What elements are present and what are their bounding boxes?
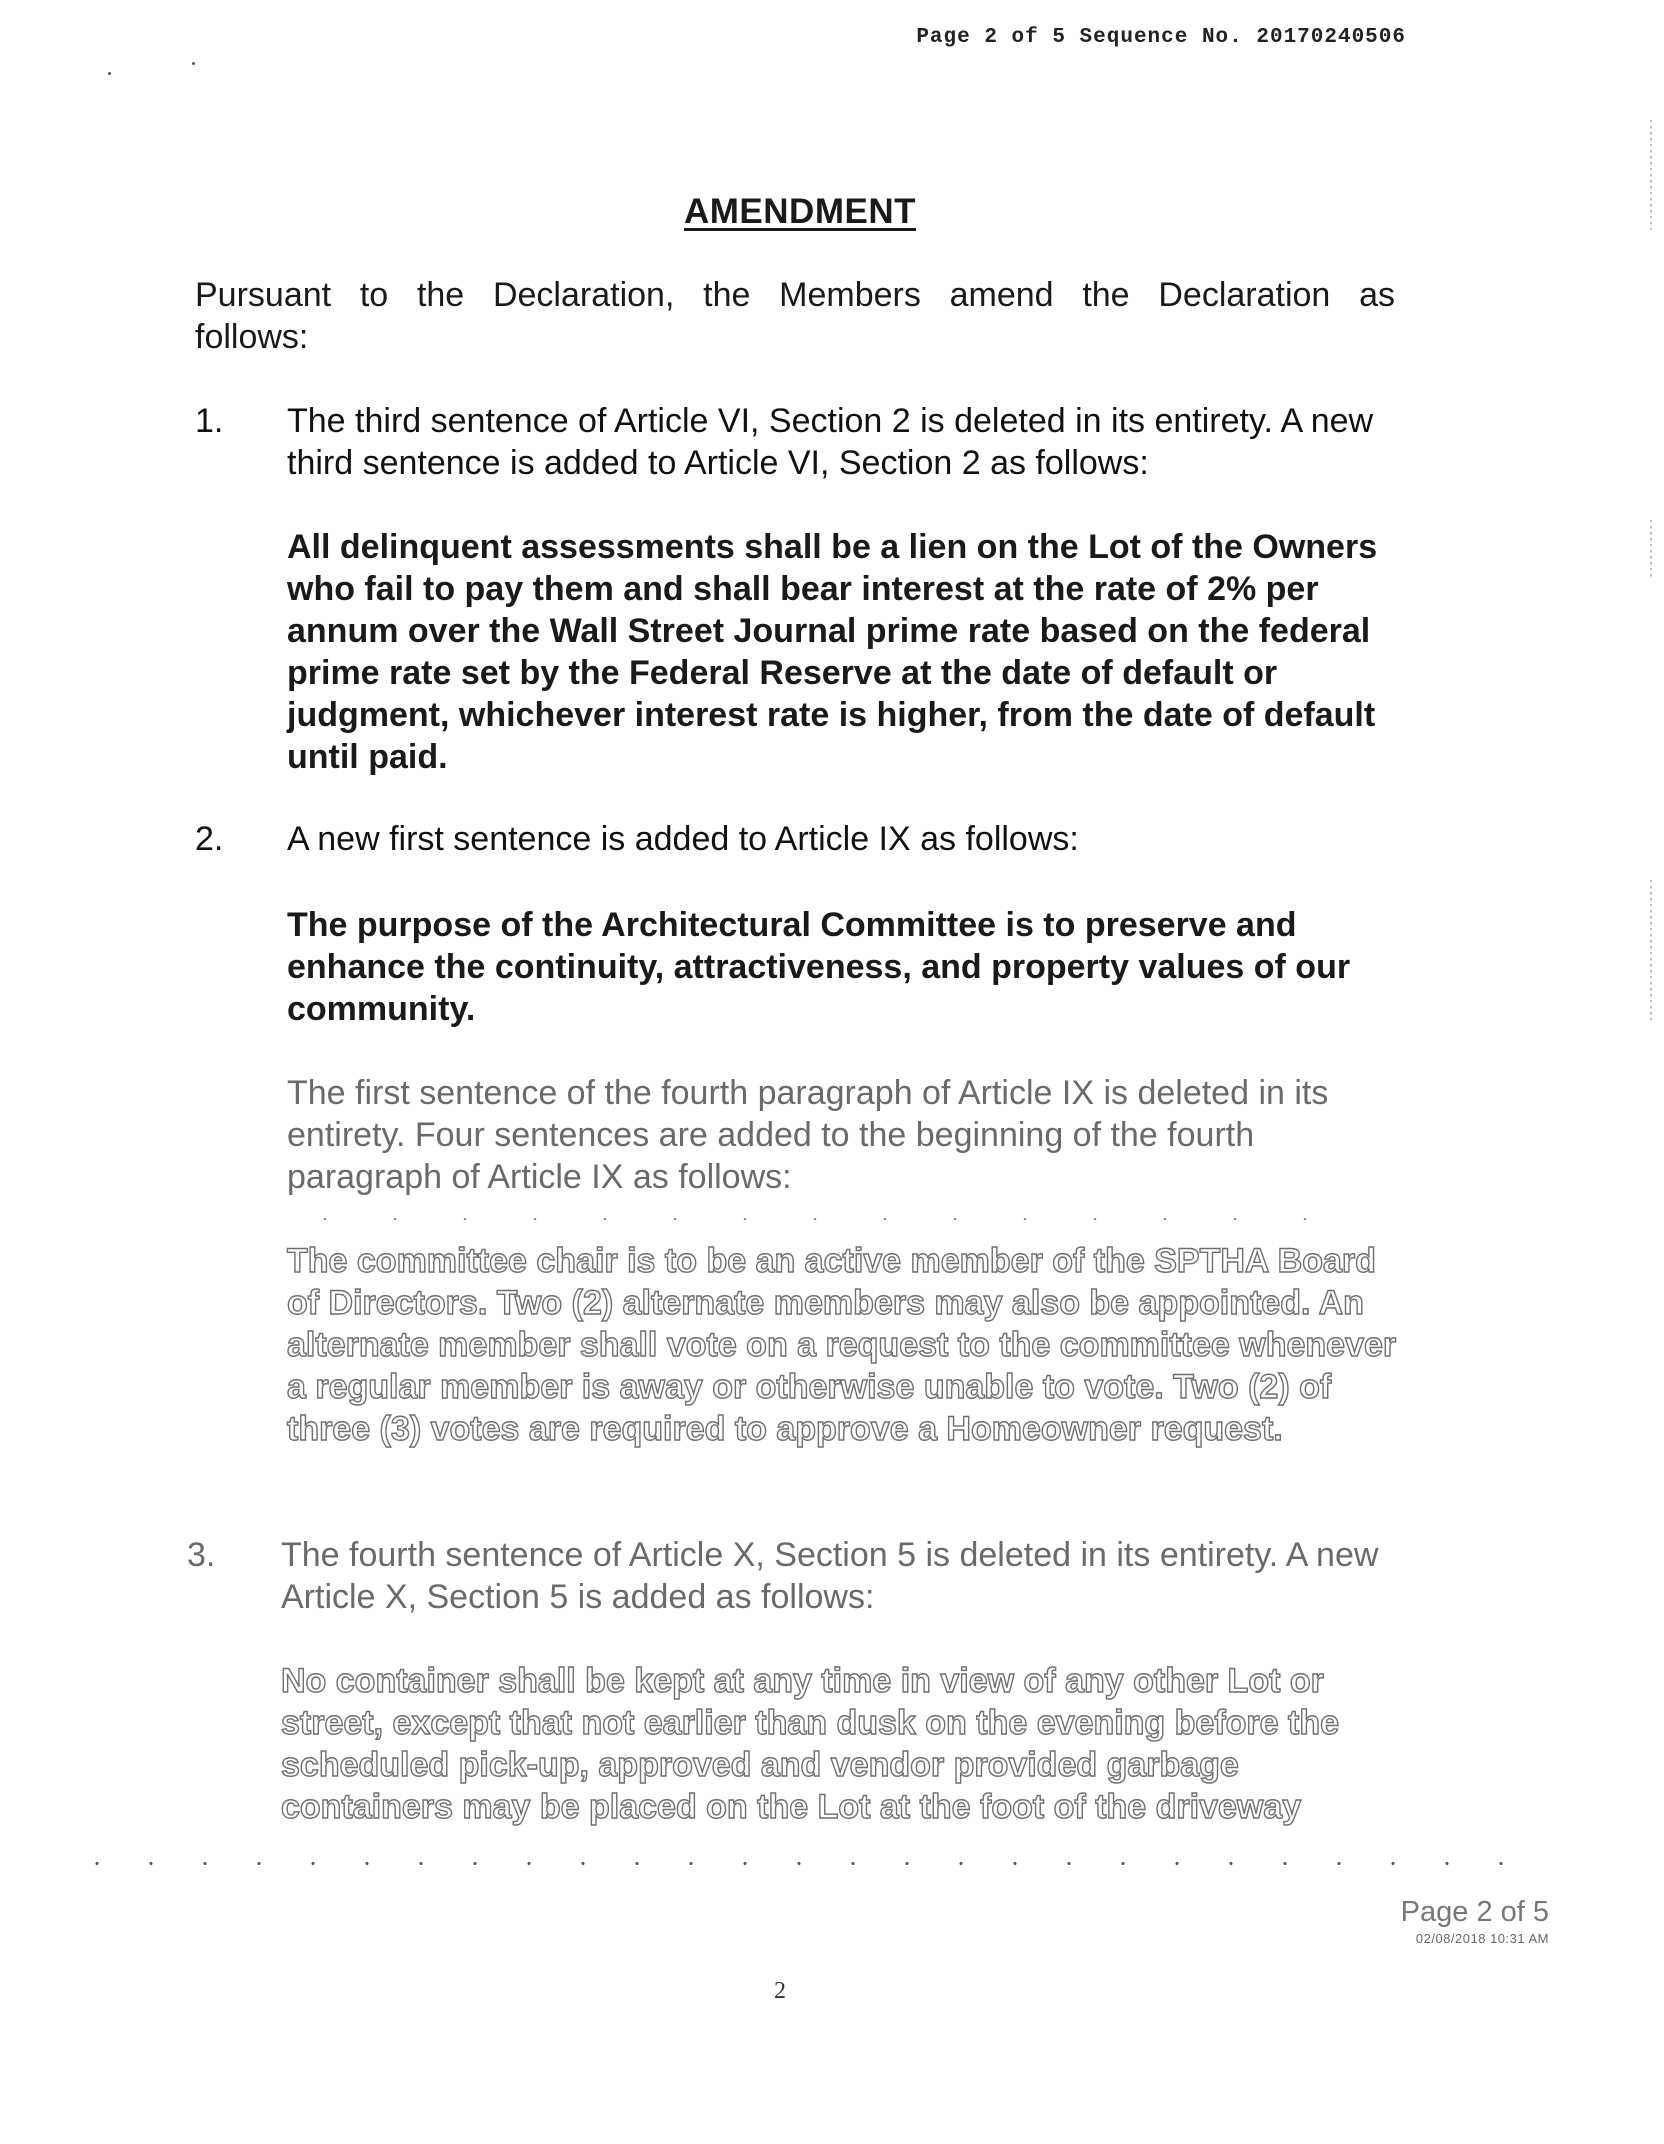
- scan-edge-marks: [1650, 520, 1652, 580]
- item-number: 1.: [195, 402, 224, 440]
- amendment-quote-3: No container shall be kept at any time in view of any other Lot or street, except that not earlier than dusk on the evening before the scheduled pick-up, approved and vendor provided garbage containers may be placed on the Lot at the foot of the driveway: [281, 1662, 1340, 1826]
- header-sequence-line: Page 2 of 5 Sequence No. 20170240506: [916, 26, 1406, 49]
- item-text: The fourth sentence of Article X, Section 5 is deleted in its entirety. A new Article X, Section 5 is added as follows:: [281, 1536, 1379, 1616]
- item-number: 3.: [187, 1536, 216, 1574]
- scan-speck: [192, 62, 195, 65]
- scan-edge-marks: [1650, 120, 1652, 230]
- page-number: 2: [774, 1978, 786, 2004]
- footer-page-label: Page 2 of 5: [1400, 1896, 1549, 1928]
- scan-artifact-dots: [290, 1218, 1340, 1220]
- footer-timestamp: 02/08/2018 10:31 AM: [1415, 1931, 1549, 1946]
- intro-paragraph: Pursuant to the Declaration, the Members amend the Declaration as follows:: [195, 276, 1395, 356]
- document-title: AMENDMENT: [684, 192, 916, 231]
- scan-speck: [108, 72, 111, 75]
- item-text: The third sentence of Article VI, Section 2 is deleted in its entirety. A new third sentence is added to Article VI, Section 2 as follows:: [287, 402, 1374, 482]
- scan-edge-marks: [1650, 880, 1652, 1020]
- amendment-quote-1: All delinquent assessments shall be a lien on the Lot of the Owners who fail to pay them and shall bear interest at the rate of 2% per annum over the Wall Street Journal prime rate based on the federal prime rate set by the Federal Reserve at the date of default or judgment, whichever interest rate is higher, from the date of default until paid.: [287, 528, 1378, 776]
- amendment-followup-text-2: The first sentence of the fourth paragraph of Article IX is deleted in its entirety. Four sentences are added to the beginning of the fourth paragraph of Article IX as follows:: [287, 1074, 1329, 1196]
- item-number: 2.: [195, 820, 224, 858]
- amendment-followup-quote-2: The committee chair is to be an active member of the SPTHA Board of Directors. Two (2) alternate members may also be appointed. An alternate member shall vote on a request to the committee whenever a regular member is away or otherwise unable to vote. Two (2) of three (3) votes are required to approve a Homeowner request.: [287, 1242, 1397, 1448]
- scan-artifact-dots: [70, 1862, 1550, 1865]
- amendment-quote-2: The purpose of the Architectural Committee is to preserve and enhance the continuity, attractiveness, and property values of our community.: [287, 906, 1351, 1028]
- item-text: A new first sentence is added to Article IX as follows:: [287, 820, 1079, 858]
